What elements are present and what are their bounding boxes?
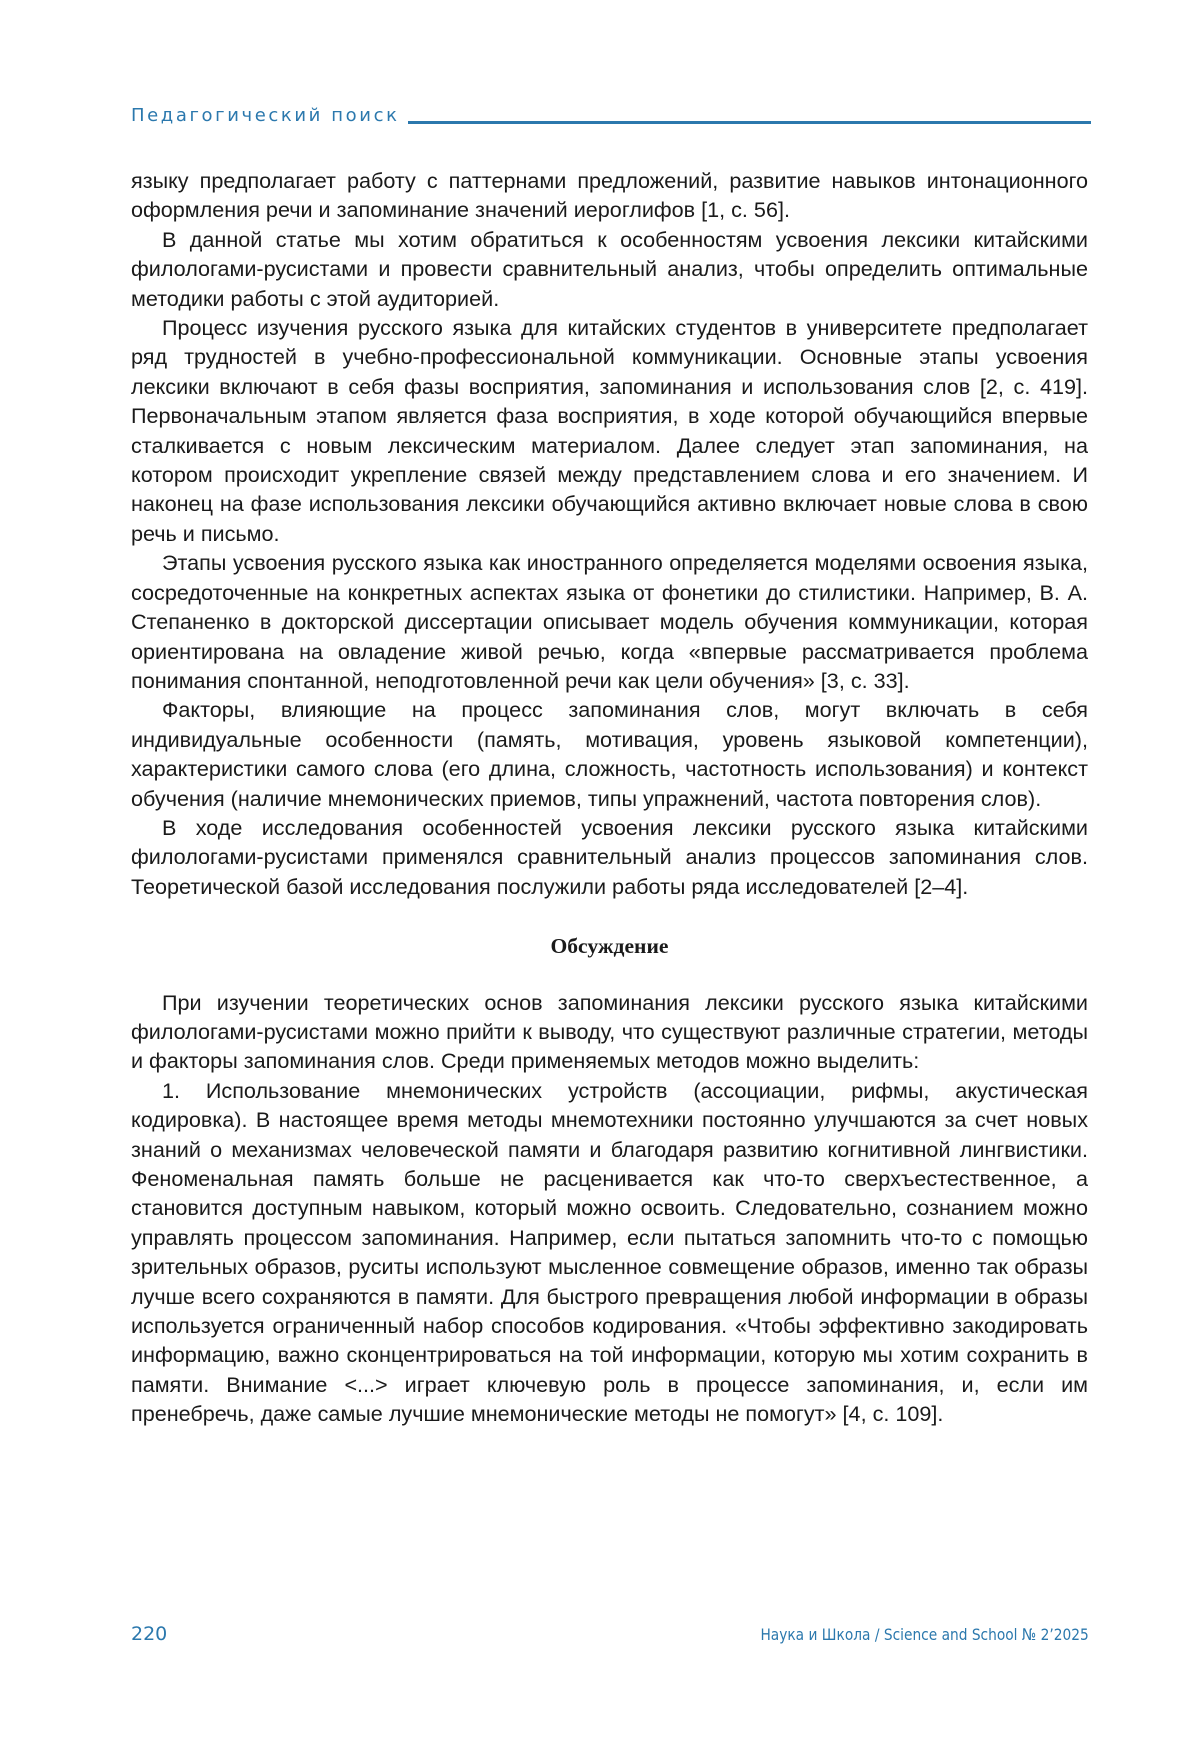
section-heading: Обсуждение	[550, 934, 669, 959]
running-header	[131, 104, 1091, 128]
journal-footer: Наука и Школа / Science and School № 2’2025	[760, 1625, 1089, 1644]
paragraph: Процесс изучения русского языка для китайских студентов в университете предполагает ряд трудностей в учебно-профессиональной коммуникации. Основные этапы усвоения лексики включают в себя фазы восприятия, запоминания и использования слов [2, с. 419]. Первоначальным этапом является фаза восприятия, в ходе которой обучающийся впервые сталкивается с новым лексическим материалом. Далее следует этап запоминания, на котором происходит укрепление связей между представлением слова и его значением. И наконец на фазе использования лексики обучающийся активно включает новые слова в свою речь и письмо.	[131, 315, 1088, 546]
article-body	[131, 166, 1088, 1429]
paragraph: В данной статье мы хотим обратиться к особенностям усвоения лексики китайскими филологами-русистами и провести сравнительный анализ, чтобы определить оптимальные методики работы с этой аудиторией.	[131, 226, 1088, 311]
paragraph: Этапы усвоения русского языка как иностранного определяется моделями освоения языка, сосредоточенные на конкретных аспектах языка от фонетики до стилистики. Например, В. А. Степаненко в докторской диссертации описывает модель обучения коммуникации, которая ориентирована на овладение живой речью, когда «впервые рассматривается проблема понимания спонтанной, неподготовленной речи как цели обучения» [3, с. 33].	[131, 550, 1088, 693]
paragraph: В ходе исследования особенностей усвоения лексики русского языка китайскими филологами-русистами применялся сравнительный анализ процессов запоминания слов. Теоретической базой исследования послужили работы ряда исследователей [2–4].	[131, 814, 1088, 899]
paragraph: Факторы, влияющие на процесс запоминания слов, могут включать в себя индивидуальные особенности (память, мотивация, уровень языковой компетенции), характеристики самого слова (его длина, сложность, частотность использования) и контекст обучения (наличие мнемонических приемов, типы упражнений, частота повторения слов).	[131, 697, 1088, 811]
paragraph: При изучении теоретических основ запоминания лексики русского языка китайскими филологами-русистами можно прийти к выводу, что существуют различные стратегии, методы и факторы запоминания слов. Среди применяемых методов можно выделить:	[131, 989, 1088, 1074]
paragraph: 1. Использование мнемонических устройств (ассоциации, рифмы, акустическая кодировка). В настоящее время методы мнемотехники постоянно улучшаются за счет новых знаний о механизмах человеческой памяти и благодаря развитию когнитивной лингвистики. Феноменальная память больше не расценивается как что-то сверхъестественное, а становится доступным навыком, который можно освоить. Следовательно, сознанием можно управлять процессом запоминания. Например, если пытаться запомнить что-то с помощью зрительных образов, руситы используют мысленное совмещение образов, именно так образы лучше всего сохраняются в памяти. Для быстрого превращения любой информации в образы используется ограниченный набор способов кодирования. «Чтобы эффективно закодировать информацию, важно сконцентрироваться на той информации, которую мы хотим сохранить в памяти. Внимание <...> играет ключевую роль в процессе запоминания, и, если им пренебречь, даже самые лучшие мнемонические методы не помогут» [4, с. 109].	[131, 1077, 1088, 1427]
running-header-title: Педагогический поиск	[131, 105, 400, 126]
page-number: 220	[131, 1623, 168, 1645]
paragraph: языку предполагает работу с паттернами предложений, развитие навыков интонационного оформления речи и запоминание значений иероглифов [1, с. 56].	[131, 168, 1088, 223]
header-rule	[408, 121, 1091, 124]
